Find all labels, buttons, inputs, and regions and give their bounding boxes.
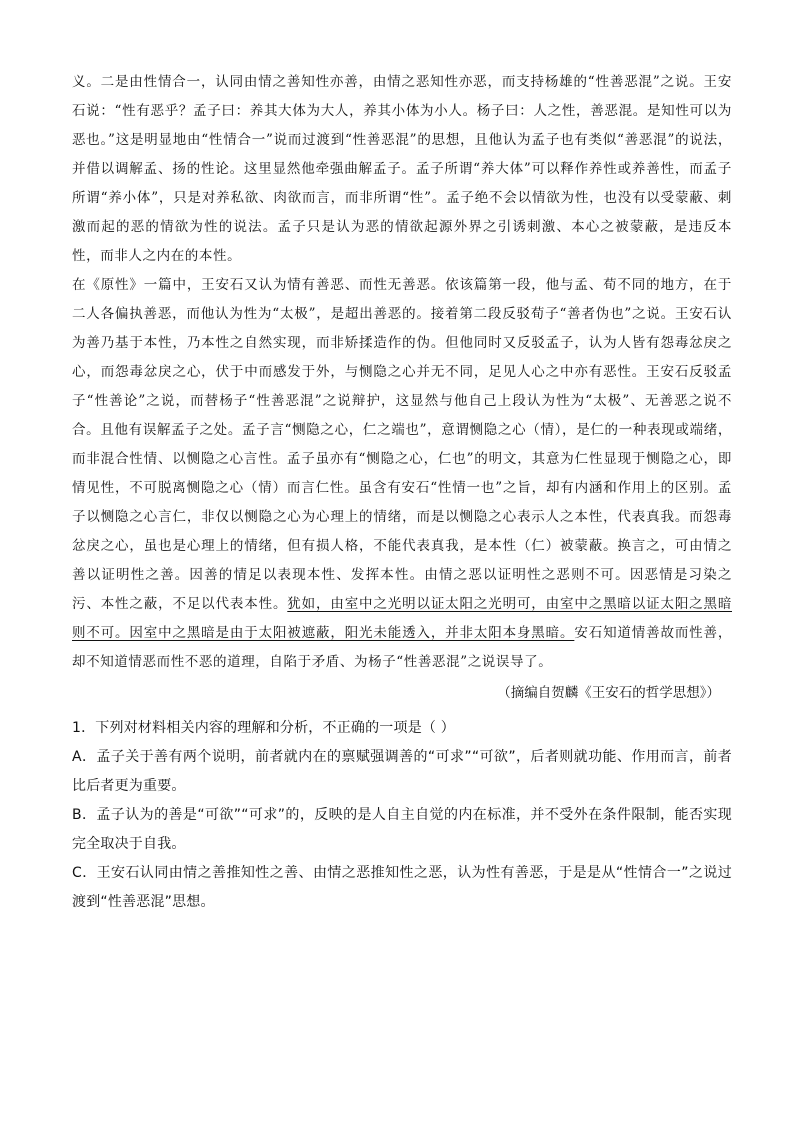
question-section [72, 714, 732, 917]
passage-source: （摘编自贺麟《王安石的哲学思想》） [497, 685, 720, 701]
passage-paragraph-2-text-b: 安石知道情善故而性善，却不知道情恶而性不恶的道理，自陷于矛盾、为杨子“性善恶混”之说误导了。 [72, 625, 732, 670]
passage-paragraph-1: 义。二是由性情合一，认同由情之善知性亦善，由情之恶知性亦恶，而支持杨雄的“性善恶混”之说。王安石说：“性有恶乎？孟子曰：养其大体为大人，养其小体为小人。杨子曰：人之性，善恶混。是知性可以为恶也。”这是明显地由“性情合一”说而过渡到“性善恶混”的思想，且他认为孟子也有类似“善恶混”的说法，并借以调解孟、扬的性论。这里显然他牵强曲解孟子。孟子所谓“养大体”可以释作养性或养善性，而孟子所谓“养小体”，只是对养私欲、肉欲而言，而非所谓“性”。孟子绝不会以情欲为性，也没有以受蒙蔽、刺激而起的恶的情欲为性的说法。孟子只是认为恶的情欲起源外界之引诱刺激、本心之被蒙蔽，是违反本性，而非人之内在的本性。 [72, 74, 732, 264]
question-1-option-b: B．孟子认为的善是“可欲”“可求”的，反映的是人自主自觉的内在标准，并不受外在条件限制，能否实现完全取决于自我。 [72, 807, 732, 852]
question-1-stem: 1．下列对材料相关内容的理解和分析，不正确的一项是（ ） [72, 720, 455, 736]
reading-passage [72, 68, 732, 708]
passage-paragraph-2 [72, 271, 732, 677]
question-1-option-c: C．王安石认同由情之善推知性之善、由情之恶推知性之恶，认为性有善恶，于是是从“性情合一”之说过渡到“性善恶混”思想。 [72, 865, 732, 910]
question-1-option-a: A．孟子关于善有两个说明，前者就内在的禀赋强调善的“可求”“可欲”，后者则就功能、作用而言，前者比后者更为重要。 [72, 749, 732, 794]
passage-underlined-sentence: 犹如，由室中之光明以证太阳之光明可，由室中之黑暗以证太阳之黑暗则不可。因室中之黑暗是由于太阳被遮蔽，阳光未能透入，并非太阳本身黑暗。 [72, 596, 732, 641]
passage-paragraph-2-text-a: 在《原性》一篇中，王安石又认为情有善恶、而性无善恶。依该篇第一段，他与孟、荀不同的地方，在于二人各偏执善恶，而他认为性为“太极”，是超出善恶的。接着第二段反驳荀子“善者伪也”之说。王安石认为善乃基于本性，乃本性之自然实现，而非矫揉造作的伪。但他同时又反驳孟子，认为人皆有怨毒忿戾之心，而怨毒忿戾之心，伏于中而感发于外，与恻隐之心并无不同，足见人心之中亦有恶性。王安石反驳孟子“性善论”之说，而替杨子“性善恶混”之说辩护，这显然与他自己上段认为性为“太极”、无善恶之说不合。且他有误解孟子之处。孟子言“恻隐之心，仁之端也”，意谓恻隐之心（情），是仁的一种表现或端绪，而非混合性情、以恻隐之心言性。孟子虽亦有“恻隐之心，仁也”的明文，其意为仁性显现于恻隐之心，即情见性，不可脱离恻隐之心（情）而言仁性。虽含有安石“性情一也”之旨，却有内涵和作用上的区别。孟子以恻隐之心言仁，非仅以恻隐之心为心理上的情绪，而是以恻隐之心表示人之本性，代表真我。而怨毒忿戾之心，虽也是心理上的情绪，但有损人格，不能代表真我，是本性（仁）被蒙蔽。换言之，可由情之善以证明性之善。因善的情足以表现本性、发挥本性。由情之恶以证明性之恶则不可。因恶情是习染之污、本性之蔽，不足以代表本性。 [72, 277, 732, 612]
document-content [72, 68, 732, 917]
